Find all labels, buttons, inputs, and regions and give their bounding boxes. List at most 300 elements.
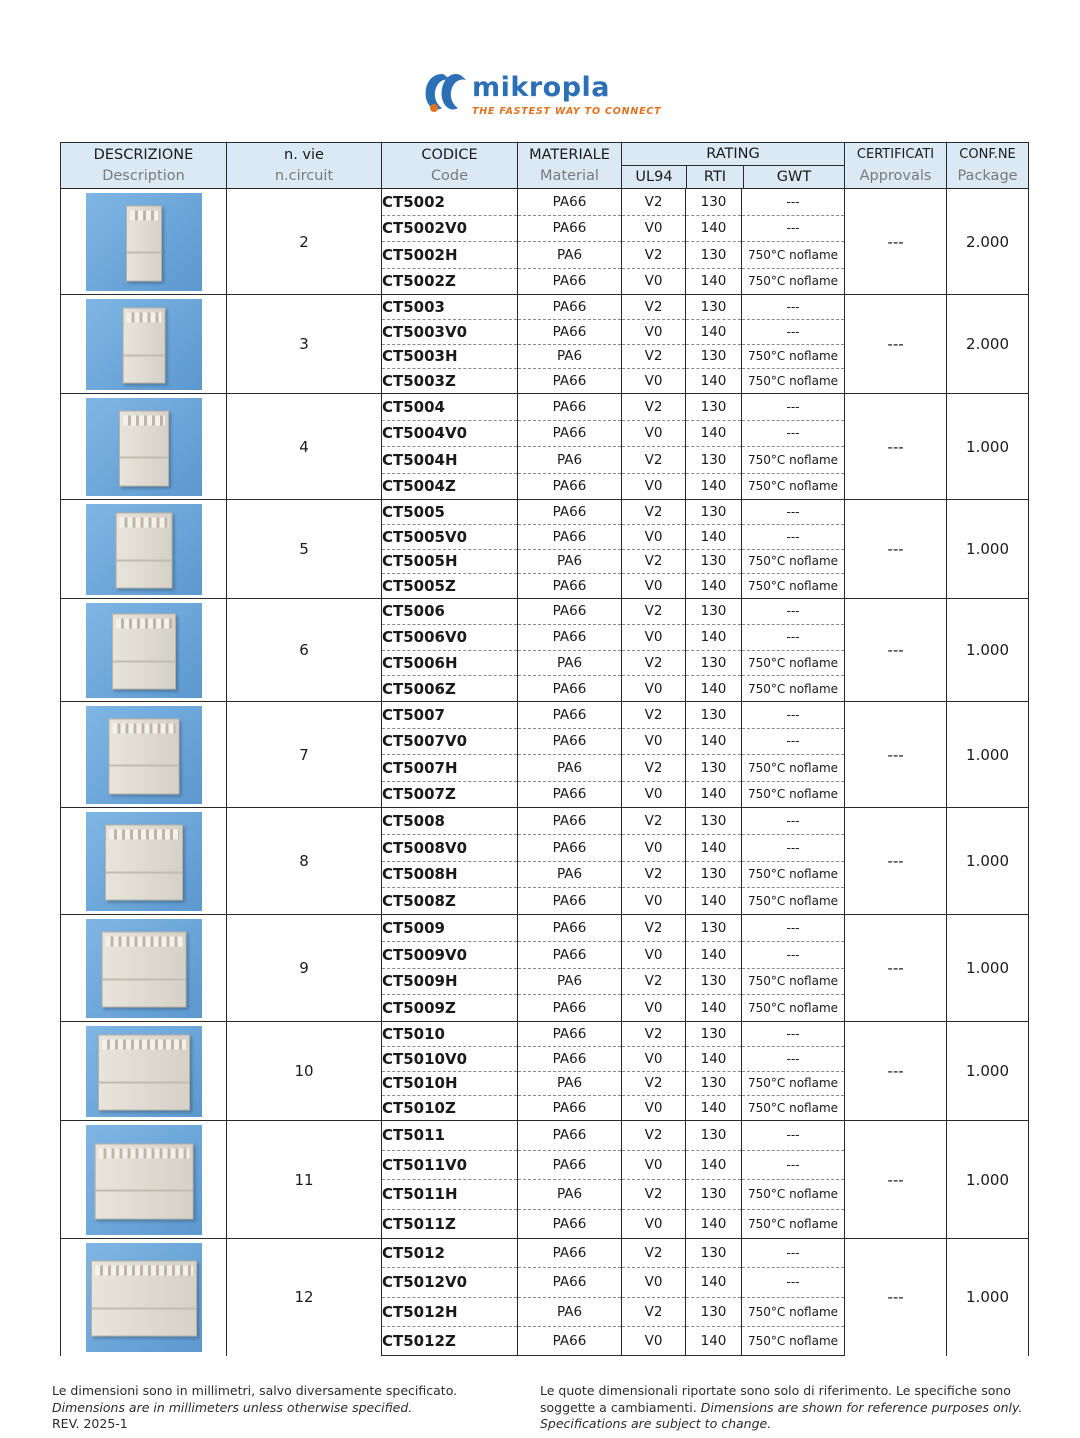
product-code: CT5005: [382, 500, 518, 525]
product-code: CT5006H: [382, 650, 518, 676]
table-row: [61, 702, 1029, 729]
header-ul94: UL94: [622, 166, 687, 188]
footer-right-italian: Le quote dimensionali riportate sono solo di riferimento. Le specifiche sono soggette a cambiamenti.: [540, 1383, 1011, 1415]
product-code: CT5008V0: [382, 834, 518, 861]
connector-slots: [102, 1040, 186, 1050]
connector-stripe: [92, 1308, 196, 1310]
rti-cell: 130: [686, 702, 742, 729]
ul94-cell: V2: [622, 500, 686, 525]
rti-cell: 130: [686, 650, 742, 676]
table-row: [61, 1239, 1029, 1268]
ul94-cell: V0: [622, 215, 686, 242]
connector-slots: [116, 619, 172, 629]
product-code: CT5011V0: [382, 1150, 518, 1180]
gwt-cell: 750°C noflame: [742, 755, 845, 782]
product-code: CT5006Z: [382, 676, 518, 702]
connector-stripe: [113, 660, 175, 662]
rti-cell: 130: [686, 1239, 742, 1268]
product-group: [61, 1121, 1029, 1239]
rti-cell: 130: [686, 394, 742, 421]
material-cell: PA66: [518, 676, 622, 702]
material-cell: PA6: [518, 861, 622, 888]
gwt-cell: ---: [742, 834, 845, 861]
rti-cell: 130: [686, 1121, 742, 1151]
ul94-cell: V2: [622, 344, 686, 369]
ul94-cell: V0: [622, 728, 686, 755]
product-code: CT5006V0: [382, 624, 518, 650]
table-row: [61, 915, 1029, 942]
package-cell: 1.000: [947, 808, 1029, 915]
ul94-cell: V2: [622, 242, 686, 269]
product-group: [61, 295, 1029, 394]
rti-cell: 130: [686, 968, 742, 995]
ways-cell: 7: [227, 702, 382, 808]
approvals-cell: ---: [845, 1239, 947, 1356]
product-code: CT5010Z: [382, 1096, 518, 1121]
connector-slots: [123, 415, 165, 425]
connector-slots: [130, 210, 158, 220]
ul94-cell: V2: [622, 447, 686, 474]
rti-cell: 140: [686, 369, 742, 394]
rti-cell: 140: [686, 1096, 742, 1121]
connector-housing-image: [112, 614, 176, 690]
product-group: [61, 500, 1029, 599]
gwt-cell: ---: [742, 599, 845, 625]
logo-brand-text: mikropla: [472, 72, 611, 103]
gwt-cell: 750°C noflame: [742, 650, 845, 676]
product-group: [61, 702, 1029, 808]
rti-cell: 140: [686, 1046, 742, 1071]
rti-cell: 130: [686, 295, 742, 320]
approvals-cell: ---: [845, 1022, 947, 1121]
product-group: [61, 1022, 1029, 1121]
material-cell: PA66: [518, 369, 622, 394]
product-photo: [86, 398, 202, 496]
ul94-cell: V0: [622, 781, 686, 808]
product-code: CT5011H: [382, 1180, 518, 1210]
ul94-cell: V2: [622, 295, 686, 320]
rti-cell: 140: [686, 728, 742, 755]
material-cell: PA66: [518, 941, 622, 968]
product-code: CT5010: [382, 1022, 518, 1047]
table-row: [61, 808, 1029, 835]
gwt-cell: 750°C noflame: [742, 369, 845, 394]
connector-stripe: [95, 1190, 192, 1192]
ways-cell: 12: [227, 1239, 382, 1356]
material-cell: PA6: [518, 968, 622, 995]
material-cell: PA6: [518, 242, 622, 269]
material-cell: PA66: [518, 1268, 622, 1297]
connector-housing-image: [91, 1261, 197, 1337]
product-code: CT5003H: [382, 344, 518, 369]
connector-housing-image: [115, 513, 172, 589]
material-cell: PA66: [518, 995, 622, 1022]
gwt-cell: ---: [742, 728, 845, 755]
product-photo-cell: [61, 1121, 227, 1239]
rti-cell: 130: [686, 861, 742, 888]
rti-cell: 130: [686, 500, 742, 525]
material-cell: PA66: [518, 420, 622, 447]
product-code: CT5008Z: [382, 888, 518, 915]
product-code: CT5008: [382, 808, 518, 835]
material-cell: PA6: [518, 1071, 622, 1096]
approvals-cell: ---: [845, 915, 947, 1022]
material-cell: PA66: [518, 1022, 622, 1047]
rti-cell: 130: [686, 447, 742, 474]
package-cell: 1.000: [947, 1239, 1029, 1356]
material-cell: PA66: [518, 624, 622, 650]
gwt-cell: ---: [742, 702, 845, 729]
rti-cell: 140: [686, 834, 742, 861]
material-cell: PA66: [518, 319, 622, 344]
footer-left: [52, 1383, 522, 1433]
rti-cell: 130: [686, 755, 742, 782]
gwt-cell: ---: [742, 808, 845, 835]
gwt-cell: ---: [742, 915, 845, 942]
rti-cell: 140: [686, 1268, 742, 1297]
header-materiale: MATERIALE Material: [518, 143, 622, 189]
product-photo: [86, 706, 202, 804]
material-cell: PA6: [518, 344, 622, 369]
gwt-cell: 750°C noflame: [742, 1096, 845, 1121]
gwt-cell: 750°C noflame: [742, 861, 845, 888]
rti-cell: 140: [686, 319, 742, 344]
table-row: [61, 394, 1029, 421]
package-cell: 1.000: [947, 702, 1029, 808]
material-cell: PA66: [518, 394, 622, 421]
connector-slots: [95, 1266, 193, 1276]
approvals-cell: ---: [845, 599, 947, 702]
package-cell: 1.000: [947, 500, 1029, 599]
product-code: CT5012Z: [382, 1326, 518, 1355]
package-cell: 1.000: [947, 394, 1029, 500]
gwt-cell: ---: [742, 394, 845, 421]
table-row: [61, 1121, 1029, 1151]
ways-cell: 10: [227, 1022, 382, 1121]
gwt-cell: 750°C noflame: [742, 888, 845, 915]
product-code: CT5002: [382, 189, 518, 216]
ul94-cell: V0: [622, 268, 686, 295]
connector-slots: [109, 830, 179, 840]
rti-cell: 140: [686, 1209, 742, 1239]
product-photo-cell: [61, 915, 227, 1022]
gwt-cell: ---: [742, 319, 845, 344]
rti-cell: 140: [686, 473, 742, 500]
product-group: [61, 599, 1029, 702]
gwt-cell: ---: [742, 624, 845, 650]
ways-cell: 8: [227, 808, 382, 915]
connector-stripe: [123, 354, 164, 356]
product-code: CT5007V0: [382, 728, 518, 755]
connector-housing-image: [98, 1035, 190, 1111]
material-cell: PA66: [518, 1209, 622, 1239]
product-code: CT5003V0: [382, 319, 518, 344]
product-photo-cell: [61, 189, 227, 295]
gwt-cell: ---: [742, 295, 845, 320]
material-cell: PA66: [518, 473, 622, 500]
material-cell: PA66: [518, 1121, 622, 1151]
material-cell: PA6: [518, 1297, 622, 1326]
product-photo: [86, 812, 202, 911]
ul94-cell: V0: [622, 1096, 686, 1121]
connector-housing-image: [126, 205, 162, 281]
material-cell: PA66: [518, 808, 622, 835]
gwt-cell: ---: [742, 1046, 845, 1071]
connector-stripe: [102, 978, 185, 980]
approvals-cell: ---: [845, 295, 947, 394]
gwt-cell: 750°C noflame: [742, 574, 845, 599]
product-code: CT5005V0: [382, 524, 518, 549]
approvals-cell: ---: [845, 394, 947, 500]
material-cell: PA66: [518, 295, 622, 320]
ul94-cell: V2: [622, 1297, 686, 1326]
gwt-cell: ---: [742, 189, 845, 216]
package-cell: 2.000: [947, 189, 1029, 295]
product-group: [61, 189, 1029, 295]
gwt-cell: 750°C noflame: [742, 1071, 845, 1096]
product-code: CT5003: [382, 295, 518, 320]
material-cell: PA6: [518, 447, 622, 474]
ul94-cell: V0: [622, 369, 686, 394]
package-cell: 2.000: [947, 295, 1029, 394]
logo-tagline: THE FASTEST WAY TO CONNECT: [472, 106, 662, 117]
product-code: CT5008H: [382, 861, 518, 888]
gwt-cell: ---: [742, 1150, 845, 1180]
rti-cell: 130: [686, 242, 742, 269]
ul94-cell: V2: [622, 915, 686, 942]
material-cell: PA66: [518, 702, 622, 729]
ul94-cell: V0: [622, 1046, 686, 1071]
product-code: CT5004H: [382, 447, 518, 474]
ul94-cell: V2: [622, 702, 686, 729]
ul94-cell: V2: [622, 755, 686, 782]
product-group: [61, 808, 1029, 915]
approvals-cell: ---: [845, 189, 947, 295]
rti-cell: 130: [686, 808, 742, 835]
gwt-cell: ---: [742, 420, 845, 447]
table-row: [61, 599, 1029, 625]
rti-cell: 130: [686, 1297, 742, 1326]
rti-cell: 140: [686, 215, 742, 242]
ul94-cell: V0: [622, 624, 686, 650]
header-certificati: CERTIFICATI Approvals: [845, 143, 947, 189]
table-row: [61, 1022, 1029, 1047]
ul94-cell: V2: [622, 1239, 686, 1268]
ul94-cell: V0: [622, 941, 686, 968]
footer-left-italian: Le dimensioni sono in millimetri, salvo diversamente specificato.: [52, 1383, 458, 1398]
product-code: CT5002V0: [382, 215, 518, 242]
ul94-cell: V0: [622, 1268, 686, 1297]
product-photo: [86, 504, 202, 595]
gwt-cell: 750°C noflame: [742, 473, 845, 500]
material-cell: PA66: [518, 500, 622, 525]
material-cell: PA66: [518, 1046, 622, 1071]
product-code: CT5007H: [382, 755, 518, 782]
rti-cell: 130: [686, 1180, 742, 1210]
material-cell: PA66: [518, 189, 622, 216]
product-code: CT5002Z: [382, 268, 518, 295]
connector-slots: [105, 937, 182, 947]
package-cell: 1.000: [947, 915, 1029, 1022]
ul94-cell: V0: [622, 888, 686, 915]
product-code: CT5006: [382, 599, 518, 625]
product-code: CT5011: [382, 1121, 518, 1151]
gwt-cell: ---: [742, 1022, 845, 1047]
material-cell: PA66: [518, 728, 622, 755]
ul94-cell: V2: [622, 1071, 686, 1096]
ul94-cell: V2: [622, 549, 686, 574]
ul94-cell: V2: [622, 650, 686, 676]
product-group: [61, 394, 1029, 500]
ways-cell: 4: [227, 394, 382, 500]
rti-cell: 140: [686, 676, 742, 702]
rti-cell: 140: [686, 268, 742, 295]
product-photo-cell: [61, 1022, 227, 1121]
ul94-cell: V2: [622, 1022, 686, 1047]
rti-cell: 140: [686, 524, 742, 549]
material-cell: PA66: [518, 834, 622, 861]
connector-slots: [119, 518, 168, 528]
product-code: CT5012H: [382, 1297, 518, 1326]
gwt-cell: 750°C noflame: [742, 268, 845, 295]
product-photo-cell: [61, 599, 227, 702]
material-cell: PA66: [518, 268, 622, 295]
table-row: [61, 500, 1029, 525]
connector-housing-image: [101, 932, 186, 1008]
ways-cell: 6: [227, 599, 382, 702]
connector-stripe: [106, 871, 182, 873]
rti-cell: 130: [686, 1071, 742, 1096]
rti-cell: 140: [686, 888, 742, 915]
header-rating: RATING UL94 RTI GWT: [622, 143, 845, 189]
product-code: CT5012V0: [382, 1268, 518, 1297]
rti-cell: 130: [686, 549, 742, 574]
product-photo-cell: [61, 394, 227, 500]
product-photo: [86, 299, 202, 390]
approvals-cell: ---: [845, 500, 947, 599]
connector-slots: [112, 723, 175, 733]
product-group: [61, 915, 1029, 1022]
rti-cell: 140: [686, 420, 742, 447]
material-cell: PA66: [518, 1150, 622, 1180]
material-cell: PA66: [518, 1239, 622, 1268]
gwt-cell: 750°C noflame: [742, 1297, 845, 1326]
gwt-cell: 750°C noflame: [742, 344, 845, 369]
mikropla-logo-mark-icon: [420, 68, 470, 116]
product-photo-cell: [61, 702, 227, 808]
product-code: CT5009V0: [382, 941, 518, 968]
product-code: CT5011Z: [382, 1209, 518, 1239]
gwt-cell: ---: [742, 1268, 845, 1297]
product-photo-cell: [61, 808, 227, 915]
rti-cell: 130: [686, 189, 742, 216]
material-cell: PA6: [518, 755, 622, 782]
gwt-cell: ---: [742, 941, 845, 968]
gwt-cell: 750°C noflame: [742, 968, 845, 995]
connector-housing-image: [105, 825, 183, 901]
connector-housing-image: [122, 308, 165, 384]
gwt-cell: 750°C noflame: [742, 676, 845, 702]
product-code: CT5009H: [382, 968, 518, 995]
material-cell: PA6: [518, 650, 622, 676]
gwt-cell: ---: [742, 1239, 845, 1268]
approvals-cell: ---: [845, 702, 947, 808]
rti-cell: 140: [686, 574, 742, 599]
gwt-cell: 750°C noflame: [742, 995, 845, 1022]
product-code: CT5010H: [382, 1071, 518, 1096]
gwt-cell: 750°C noflame: [742, 1180, 845, 1210]
ul94-cell: V0: [622, 995, 686, 1022]
rti-cell: 130: [686, 599, 742, 625]
gwt-cell: ---: [742, 1121, 845, 1151]
product-photo: [86, 193, 202, 291]
product-code: CT5003Z: [382, 369, 518, 394]
gwt-cell: 750°C noflame: [742, 1209, 845, 1239]
ul94-cell: V2: [622, 968, 686, 995]
ul94-cell: V0: [622, 676, 686, 702]
product-photo-cell: [61, 295, 227, 394]
gwt-cell: 750°C noflame: [742, 781, 845, 808]
product-code: CT5005Z: [382, 574, 518, 599]
ul94-cell: V2: [622, 599, 686, 625]
product-code: CT5004Z: [382, 473, 518, 500]
ways-cell: 3: [227, 295, 382, 394]
gwt-cell: 750°C noflame: [742, 447, 845, 474]
gwt-cell: 750°C noflame: [742, 1326, 845, 1355]
material-cell: PA66: [518, 524, 622, 549]
ul94-cell: V0: [622, 319, 686, 344]
header-confne: CONF.NE Package: [947, 143, 1029, 189]
connector-stripe: [127, 252, 161, 254]
material-cell: PA66: [518, 1326, 622, 1355]
ul94-cell: V2: [622, 1121, 686, 1151]
ul94-cell: V2: [622, 394, 686, 421]
product-photo: [86, 1243, 202, 1352]
header-descrizione: DESCRIZIONE Description: [61, 143, 227, 189]
product-group: [61, 1239, 1029, 1356]
ul94-cell: V0: [622, 574, 686, 599]
product-code: CT5009Z: [382, 995, 518, 1022]
connector-stripe: [120, 457, 168, 459]
ul94-cell: V0: [622, 524, 686, 549]
product-code: CT5010V0: [382, 1046, 518, 1071]
rti-cell: 130: [686, 344, 742, 369]
ul94-cell: V2: [622, 808, 686, 835]
gwt-cell: ---: [742, 500, 845, 525]
product-photo: [86, 1026, 202, 1117]
package-cell: 1.000: [947, 1022, 1029, 1121]
ul94-cell: V0: [622, 473, 686, 500]
rti-cell: 140: [686, 781, 742, 808]
gwt-cell: 750°C noflame: [742, 549, 845, 574]
product-code: CT5002H: [382, 242, 518, 269]
footer-left-english: Dimensions are in millimeters unless otherwise specified.: [52, 1399, 413, 1415]
connector-housing-image: [119, 410, 169, 486]
mikropla-logo: [420, 68, 660, 120]
ways-cell: 5: [227, 500, 382, 599]
header-nvie: n. vie n.circuit: [227, 143, 382, 189]
material-cell: PA66: [518, 599, 622, 625]
material-cell: PA66: [518, 574, 622, 599]
header-gwt: GWT: [776, 169, 812, 185]
material-cell: PA66: [518, 781, 622, 808]
package-cell: 1.000: [947, 599, 1029, 702]
connector-housing-image: [108, 718, 179, 794]
rti-cell: 140: [686, 995, 742, 1022]
product-table: [60, 142, 1029, 1356]
footer-revision: REV. 2025-1: [52, 1416, 128, 1431]
product-code: CT5004V0: [382, 420, 518, 447]
